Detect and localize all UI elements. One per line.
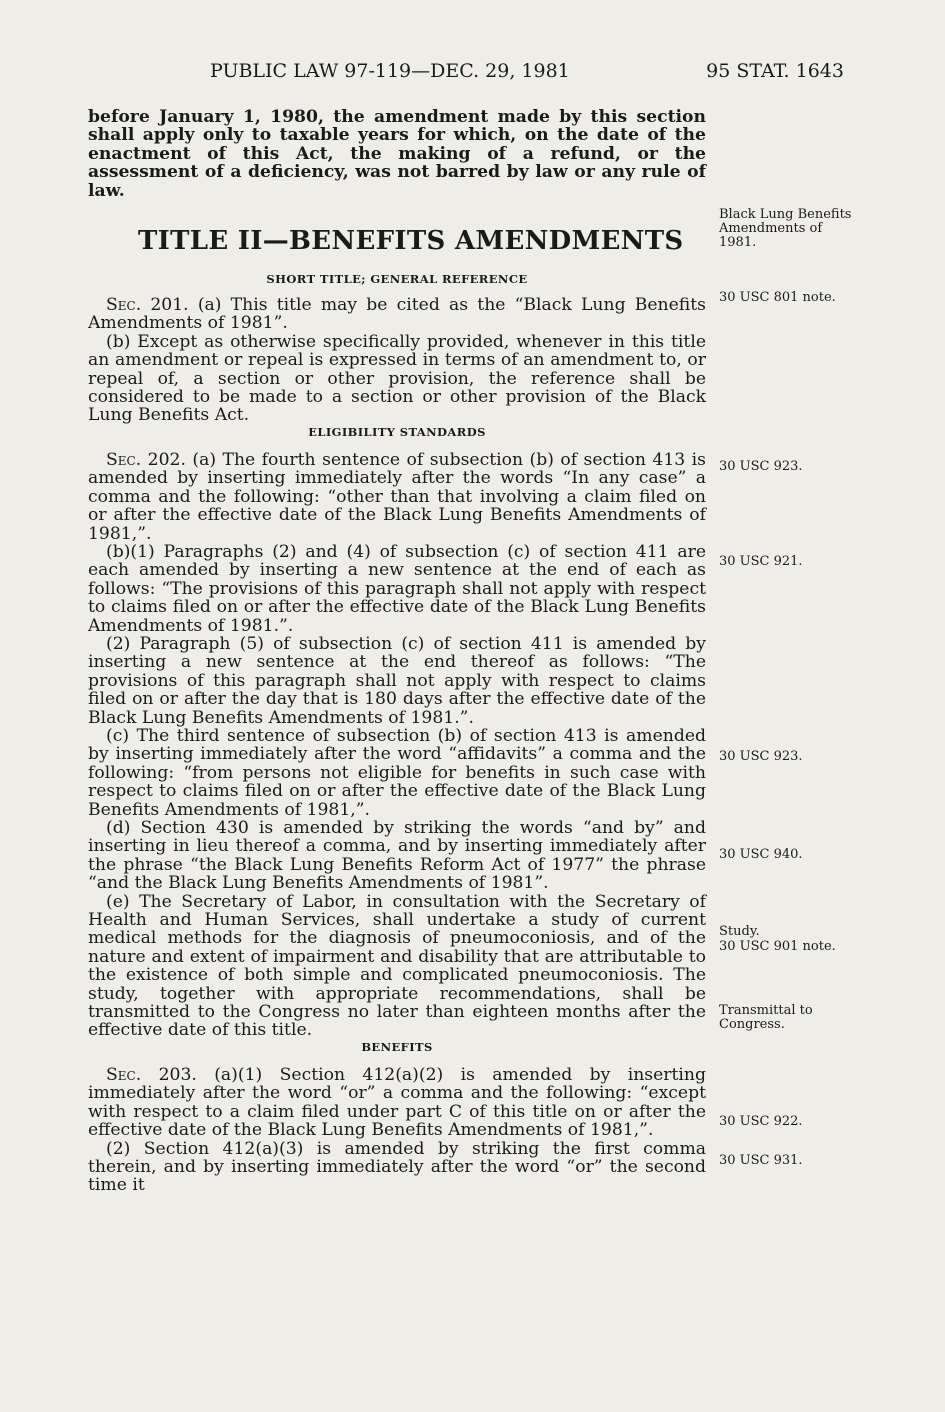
section-heading-eligibility: ELIGIBILITY STANDARDS bbox=[308, 424, 486, 439]
page-header bbox=[88, 60, 844, 86]
section-heading-benefits: BENEFITS bbox=[361, 1039, 433, 1054]
margin-note-30-usc-921: 30 USC 921. bbox=[719, 554, 803, 569]
title-heading: TITLE II—BENEFITS AMENDMENTS bbox=[138, 226, 684, 257]
margin-note-30-usc-923: 30 USC 923. bbox=[719, 459, 803, 474]
sec-201-a-text: 201. (a) This title may be cited as the “Black Lung Benefits Amendments of 1981”. bbox=[88, 295, 706, 334]
margin-note-study: Study. bbox=[719, 924, 760, 939]
sec-203-a1-text: 203. (a)(1) Section 412(a)(2) is amended by inserting immediately after the word “or” a comma and the following: “except with respect to a claim filed under part C of this title on or after the effective date of the Black Lung Benefits Amendments of 1981,”. bbox=[88, 1064, 706, 1141]
margin-note-30-usc-923-b: 30 USC 923. bbox=[719, 749, 803, 764]
margin-note-30-usc-931: 30 USC 931. bbox=[719, 1153, 803, 1168]
sec-202-b1: (b)(1) Paragraphs (2) and (4) of subsection (c) of section 411 are each amended by inserting a new sentence at the end of each as follows: “The provisions of this paragraph shall not apply with respect to claims filed on or after the effective date of the Black Lung Benefits Amendments of 1981.”. bbox=[88, 541, 706, 636]
sec-202-a bbox=[88, 451, 706, 543]
sec-202-d: (d) Section 430 is amended by striking the words “and by” and inserting in lieu thereof a comma, and by inserting immediately after the phrase “the Black Lung Benefits Reform Act of 1977” the phrase “and the Black Lung Benefits Amendments of 1981”. bbox=[88, 818, 706, 894]
sec-label: Sec. bbox=[106, 295, 142, 316]
margin-note-black-lung: Black Lung Benefits Amendments of 1981. bbox=[719, 207, 852, 250]
sec-203-a1 bbox=[88, 1066, 706, 1140]
margin-note-transmittal: Transmittal to Congress. bbox=[719, 1003, 813, 1032]
sec-203-a2: (2) Section 412(a)(3) is amended by striking the first comma therein, and by inserting immediately after the word “or” the second time it bbox=[88, 1138, 706, 1196]
section-heading-short-title: SHORT TITLE; GENERAL REFERENCE bbox=[266, 272, 528, 287]
sec-202-a-text: 202. (a) The fourth sentence of subsection (b) of section 413 is amended by inserting immediately after the words “In any case” a comma and the following: “other than that involving a claim filed on or after the effective date of the Black Lung Benefits Amendments of 1981,”. bbox=[88, 449, 706, 544]
sec-label: Sec. bbox=[106, 1064, 142, 1085]
sec-202-e: (e) The Secretary of Labor, in consultation with the Secretary of Health and Human Services, shall undertake a study of current medical methods for the diagnosis of pneumoconiosis, and of the nature and extent of impairment and disability that are attributable to the existence of both simple and complicated pneumoconiosis. The study, together with appropriate recommendations, shall be transmitted to the Congress no later than eighteen months after the effective date of this title. bbox=[88, 891, 706, 1041]
margin-note-30-usc-922: 30 USC 922. bbox=[719, 1114, 803, 1129]
statute-page-number: 95 STAT. 1643 bbox=[706, 60, 844, 82]
margin-note-30-usc-901: 30 USC 901 note. bbox=[719, 939, 836, 954]
main-text bbox=[88, 108, 706, 1195]
margin-note-30-usc-801: 30 USC 801 note. bbox=[719, 290, 836, 305]
margin-note-30-usc-940: 30 USC 940. bbox=[719, 847, 803, 862]
sec-202-b2: (2) Paragraph (5) of subsection (c) of section 411 is amended by inserting a new sentence at the end thereof as follows: “The provisions of this paragraph shall not apply with respect to claims filed on or after the day that is 180 days after the effective date of the Black Lung Benefits Amendments of 1981.”. bbox=[88, 633, 706, 728]
sec-201-b: (b) Except as otherwise specifically provided, whenever in this title an amendment or repeal is expressed in terms of an amendment to, or repeal of, a section or other provision, the reference shall be considered to be made to a section or other provision of the Black Lung Benefits Act. bbox=[88, 331, 706, 426]
sec-202-c: (c) The third sentence of subsection (b) of section 413 is amended by inserting immediately after the word “affidavits” a comma and the following: “from persons not eligible for benefits in such case with respect to claims filed on or after the effective date of the Black Lung Benefits Amendments of 1981,”. bbox=[88, 725, 706, 820]
intro-paragraph: before January 1, 1980, the amendment made by this section shall apply only to taxable years for which, on the date of the enactment of this Act, the making of a refund, or the assessment of a deficiency, was not barred by law or any rule of law. bbox=[88, 107, 706, 201]
sec-label: Sec. bbox=[106, 449, 142, 470]
sec-201-a bbox=[88, 296, 706, 333]
running-title: PUBLIC LAW 97-119—DEC. 29, 1981 bbox=[210, 60, 570, 82]
